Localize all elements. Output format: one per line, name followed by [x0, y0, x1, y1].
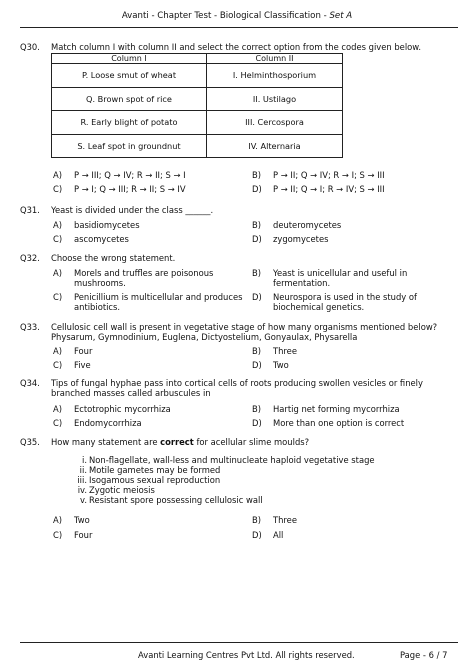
- option-label: D): [252, 418, 262, 428]
- option-label: A): [53, 346, 62, 356]
- option-text: Four: [74, 346, 93, 356]
- table-cell: IV. Alternaria: [207, 134, 343, 158]
- option-text: Three: [273, 346, 297, 356]
- option-text: zygomycetes: [273, 234, 329, 244]
- option-text: Hartig net forming mycorrhiza: [273, 404, 400, 414]
- option-text: Yeast is unicellular and useful in fermentation.: [273, 268, 408, 288]
- option-text: Five: [74, 360, 91, 370]
- table-cell: R. Early blight of potato: [52, 111, 207, 135]
- header-title: Avanti - Chapter Test - Biological Classification -: [121, 11, 330, 21]
- option-text: basidiomycetes: [74, 220, 140, 230]
- statement-number: v.: [80, 495, 87, 505]
- option-text: Morels and truffles are poisonous mushrooms.: [74, 268, 214, 288]
- option-text: P → I; Q → III; R → II; S → IV: [74, 184, 186, 194]
- question-text: Tips of fungal hyphae pass into cortical cells of roots producing swollen vesicles or finely branched masses called arbuscules in: [51, 378, 423, 398]
- statement-text: Zygotic meiosis: [89, 485, 155, 495]
- option-label: A): [53, 515, 62, 525]
- statement-number: iii.: [77, 475, 87, 485]
- option-text: P → II; Q → IV; R → I; S → III: [273, 170, 385, 180]
- option-text: Two: [273, 360, 289, 370]
- option-label: B): [252, 220, 262, 230]
- option-text: Four: [74, 530, 93, 540]
- table-cell: S. Leaf spot in groundnut: [52, 134, 207, 158]
- statement-item: [76, 455, 375, 465]
- footer-rule: [20, 642, 458, 643]
- option-text: Ectotrophic mycorrhiza: [74, 404, 171, 414]
- question-text: Choose the wrong statement.: [51, 253, 176, 263]
- footer-copyright: Avanti Learning Centres Pvt Ltd. All rights reserved.: [138, 650, 355, 660]
- table-cell: P. Loose smut of wheat: [52, 64, 207, 88]
- option-label: A): [53, 268, 62, 278]
- table-row: [52, 87, 343, 111]
- option-text: Neurospora is used in the study of biochemical genetics.: [273, 292, 417, 312]
- option-label: B): [252, 346, 262, 356]
- option-label: C): [53, 184, 63, 194]
- footer-page-number: Page - 6 / 7: [400, 650, 448, 660]
- question-text-emphasis: correct: [160, 437, 194, 447]
- table-row: [52, 64, 343, 88]
- table-cell: Q. Brown spot of rice: [52, 87, 207, 111]
- column-2-header: Column II: [207, 54, 343, 64]
- option-label: B): [252, 515, 262, 525]
- question-text: [51, 437, 455, 447]
- option-label: D): [252, 360, 262, 370]
- table-header-row: [52, 54, 343, 64]
- question-text: Yeast is divided under the class ______.: [51, 205, 214, 215]
- option-label: B): [252, 404, 262, 414]
- option-label: A): [53, 404, 62, 414]
- table-cell: II. Ustilago: [207, 87, 343, 111]
- option-text: More than one option is correct: [273, 418, 405, 428]
- table-row: [52, 111, 343, 135]
- option-text: deuteromycetes: [273, 220, 342, 230]
- question-number: Q33.: [20, 322, 40, 332]
- match-table: [51, 53, 343, 158]
- statement-text: Resistant spore possessing cellulosic wall: [89, 495, 263, 505]
- question-number: Q30.: [20, 42, 40, 52]
- table-cell: III. Cercospora: [207, 111, 343, 135]
- option-label: D): [252, 234, 262, 244]
- option-label: C): [53, 418, 63, 428]
- question-text-part: How many statement are: [51, 437, 161, 447]
- option-text: Three: [273, 515, 297, 525]
- statement-number: iv.: [77, 485, 87, 495]
- option-text: All: [273, 530, 284, 540]
- table-cell: I. Helminthosporium: [207, 64, 343, 88]
- option-label: A): [53, 170, 62, 180]
- option-label: C): [53, 360, 63, 370]
- statement-number: ii.: [79, 465, 87, 475]
- question-number: Q31.: [20, 205, 40, 215]
- option-label: B): [252, 170, 262, 180]
- statement-text: Motile gametes may be formed: [89, 465, 221, 475]
- option-label: D): [252, 530, 262, 540]
- header-rule: [20, 27, 458, 28]
- statement-text: Isogamous sexual reproduction: [89, 475, 221, 485]
- option-text: Penicillium is multicellular and produces antibiotics.: [74, 292, 243, 312]
- statement-number: i.: [82, 455, 87, 465]
- statement-item: [76, 475, 375, 485]
- question-number: Q34.: [20, 378, 40, 388]
- question-number: Q32.: [20, 253, 40, 263]
- question-text-part: for acellular slime moulds?: [193, 437, 310, 447]
- column-1-header: Column I: [52, 54, 207, 64]
- table-row: [52, 134, 343, 158]
- statement-item: [76, 465, 375, 475]
- option-label: C): [53, 292, 63, 302]
- question-text: Match column I with column II and select the correct option from the codes given below.: [51, 42, 422, 52]
- option-text: P → II; Q → I; R → IV; S → III: [273, 184, 385, 194]
- option-label: A): [53, 220, 62, 230]
- statement-item: [76, 485, 375, 495]
- option-text: Endomycorrhiza: [74, 418, 142, 428]
- statement-list: [76, 455, 375, 505]
- option-label: C): [53, 530, 63, 540]
- page-header: [0, 11, 474, 21]
- option-text: P → III; Q → IV; R → II; S → I: [74, 170, 186, 180]
- option-text: Two: [74, 515, 90, 525]
- question-number: Q35.: [20, 437, 40, 447]
- question-text: Cellulosic cell wall is present in vegetative stage of how many organisms mentioned below? Physarum, Gymnodinium, Euglena, Dictyostelium, Gonyaulax, Physarella: [51, 322, 438, 342]
- option-label: D): [252, 292, 262, 302]
- option-label: B): [252, 268, 262, 278]
- statement-item: [76, 495, 375, 505]
- option-label: C): [53, 234, 63, 244]
- statement-text: Non-flagellate, wall-less and multinucleate haploid vegetative stage: [89, 455, 375, 465]
- header-set: Set A: [329, 11, 353, 21]
- option-label: D): [252, 184, 262, 194]
- option-text: ascomycetes: [74, 234, 129, 244]
